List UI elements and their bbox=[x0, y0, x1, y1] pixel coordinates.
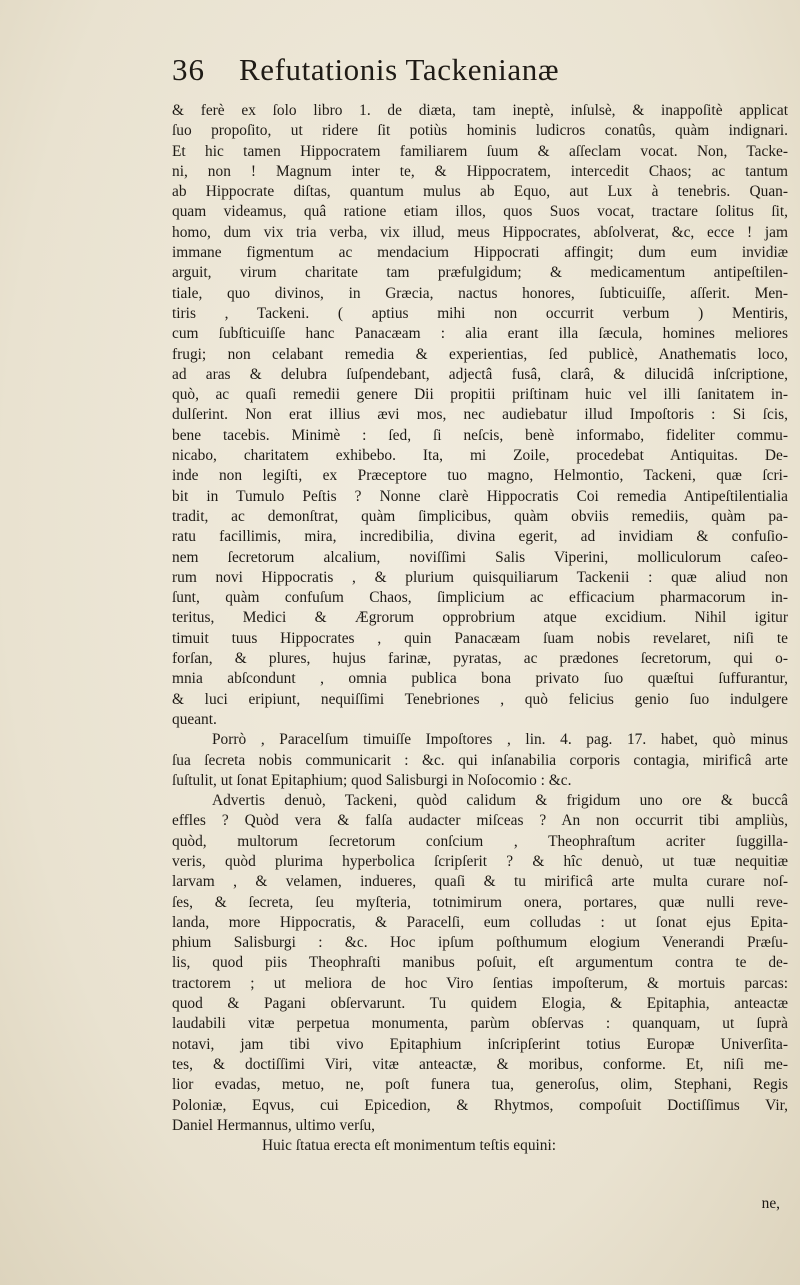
running-head: Refutationis Tackenianæ bbox=[239, 52, 560, 87]
body-text bbox=[172, 101, 788, 1156]
text-line: frugi; non celabant remedia & experientias, ſed publicè, Anathematis loco, bbox=[172, 345, 788, 363]
text-line: quòd, multorum ſecretorum conſcium , Theophraſtum acriter ſuggilla- bbox=[172, 832, 788, 850]
text-line: phium Salisburgi : &c. Hoc ipſum poſthumum elogium Venerandi Præſu- bbox=[172, 934, 788, 952]
text-line: veris, quòd plurima hyperbolica ſcripſerit ? & hîc denuò, ut tuæ nequitiæ bbox=[172, 852, 788, 870]
text-line: lior evadas, metuo, ne, poſt funera tua, generoſus, olim, Stephani, Regis bbox=[172, 1076, 788, 1094]
text-line: teritus, Medici & Ægrorum opprobrium atque excidium. Nihil igitur bbox=[172, 609, 788, 627]
text-line: bit in Tumulo Peſtis ? Nonne clarè Hippocratis Coi remedia Antipeſtilentialia bbox=[172, 487, 788, 505]
text-line: tractorem ; ut meliora de hoc Viro ſentias impoſterum, & mortuis parcas: bbox=[172, 974, 788, 992]
text-line: larvam , & velamen, indueres, quaſi & tu mirificâ arte multa curare noſ- bbox=[172, 873, 788, 891]
text-line: inde non legiſti, ex Præceptore tuo magno, Helmontio, Tackeni, quæ ſcri- bbox=[172, 467, 788, 485]
text-line: ſes, & ſecreta, ſeu myſteria, totnimirum onera, portares, quæ nulli reve- bbox=[172, 893, 788, 911]
text-line: cum ſubſticuiſſe hanc Panacæam : alia erant illa ſæcula, homines meliores bbox=[172, 325, 788, 343]
text-line: timuit tuus Hippocrates , quin Panacæam ſuam nobis revelaret, niſi te bbox=[172, 629, 788, 647]
text-line: ſuſtulit, ut ſonat Epitaphium; quod Salisburgi in Noſocomio : &c. bbox=[172, 771, 572, 789]
text-line: ſua ſecreta nobis communicarit : &c. qui inſanabilia corporis contagia, mirificâ arte bbox=[172, 751, 788, 769]
text-line: notavi, jam tibi vivo Epitaphium inſcripſerint totius Europæ Univerſita- bbox=[172, 1035, 788, 1053]
text-line: Advertis denuò, Tackeni, quòd calidum & frigidum uno ore & buccâ bbox=[212, 792, 788, 810]
text-line: ſuo propoſito, ut ridere ſit potiùs hominis ludicros conatûs, quàm indignari. bbox=[172, 122, 788, 140]
text-line: ad aras & delubra ſuſpendebant, adjectâ fusâ, clarâ, & dilucidâ inſcriptione, bbox=[172, 365, 788, 383]
text-line: tiris , Tackeni. ( aptius mihi non occurrit verbum ) Mentiris, bbox=[172, 304, 788, 322]
text-line: forſan, & plures, hujus farinæ, pyratas, ac prædones ſecretorum, qui o- bbox=[172, 650, 788, 668]
text-line: Et hic tamen Hippocratem familiarem ſuum & aſſeclam vocat. Non, Tacke- bbox=[172, 142, 788, 160]
text-line: nicabo, charitatem exhibebo. Ita, mi Zoile, procedebat Antiquitas. De- bbox=[172, 447, 788, 465]
text-line: & luci eripiunt, nequiſſimi Tenebriones , quò felicius genio ſuo indulgere bbox=[172, 690, 788, 708]
text-line: quò, ac quaſi remedii genere Dii propitii priſtinam huic vel illi ſanitatem in- bbox=[172, 386, 788, 404]
page-header bbox=[172, 52, 772, 100]
text-line: mnia abſcondunt , omnia publica bona privato ſuo quæſtui ſuffurantur, bbox=[172, 670, 788, 688]
text-line: tiale, quo divinos, in Græcia, nactus honores, ſubticuiſſe, aſſerit. Men- bbox=[172, 284, 788, 302]
text-line: dulſerint. Non erat illius ævi mos, nec audiebatur illud Impoſtoris : Si ſcis, bbox=[172, 406, 788, 424]
text-line: ni, non ! Magnum inter te, & Hippocratem, intercedit Chaos; ac tantum bbox=[172, 162, 788, 180]
text-line: rum novi Hippocratis , & plurium quisquiliarum Tackenii : quæ aliud non bbox=[172, 568, 788, 586]
text-line: ratu facillimis, mira, incredibilia, divina egerit, ad invidiam & confuſio- bbox=[172, 528, 788, 546]
text-line: laudabili vitæ perpetua monumenta, parùm obſervas : quanquam, ut ſuprà bbox=[172, 1015, 788, 1033]
catchword: ne, bbox=[761, 1195, 780, 1212]
text-line: arguit, virum charitate tam præfulgidum; & medicamentum antipeſtilen- bbox=[172, 264, 788, 282]
text-line: queant. bbox=[172, 710, 217, 728]
text-line: bene tacebis. Minimè : ſed, ſi neſcis, benè informabo, fideliter commu- bbox=[172, 426, 788, 444]
text-line: ſunt, quàm confuſum Chaos, ſimplicium ac efficacium pharmacorum in- bbox=[172, 589, 788, 607]
text-line: ab Hippocrate diſtas, quantum mulus ab Equo, aut Lux à tenebris. Quan- bbox=[172, 183, 788, 201]
text-line: homo, dum vix tria verba, vix illud, meus Hippocrates, abſolverat, &c, ecce ! jam bbox=[172, 223, 788, 241]
text-line: tradit, ac demonſtrat, quàm ſimplicibus, quàm obviis remediis, quàm pa- bbox=[172, 507, 788, 525]
text-line: quam videamus, quâ ratione etiam illos, quos Suos vocat, tractare ſolitus ſit, bbox=[172, 203, 788, 221]
text-line: Daniel Hermannus, ultimo verſu, bbox=[172, 1116, 376, 1134]
text-line: quod & Pagani obſervarunt. Tu quidem Elogia, & Epitaphia, anteactæ bbox=[172, 995, 788, 1013]
page-number: 36 bbox=[172, 52, 205, 87]
text-line: Poloniæ, Eqvus, cui Epicedion, & Rhytmos, compoſuit Doctiſſimus Vir, bbox=[172, 1096, 788, 1114]
text-line: immane figmentum ac mendacium Hippocrati affingit; dum eum invidiæ bbox=[172, 244, 788, 262]
text-line: nem ſecretorum alcalium, noviſſimi Salis Viperini, molliculorum caſeo- bbox=[172, 548, 788, 566]
text-line: Huic ſtatua erecta eſt monimentum teſtis equini: bbox=[262, 1137, 557, 1155]
text-line: effles ? Quòd vera & falſa audacter miſceas ? An non occurrit tibi ampliùs, bbox=[172, 812, 788, 830]
text-line: & ferè ex ſolo libro 1. de diæta, tam ineptè, inſulsè, & inappoſitè applicat bbox=[172, 102, 788, 119]
text-line: Porrò , Paracelſum timuiſſe Impoſtores , lin. 4. pag. 17. habet, quò minus bbox=[212, 731, 788, 749]
text-line: landa, more Hippocratis, & Paracelſi, eum colludas : ut ſonat ejus Epita- bbox=[172, 913, 788, 931]
text-line: tes, & doctiſſimi Viri, vitæ anteactæ, & moribus, conforme. Et, niſi me- bbox=[172, 1055, 788, 1073]
text-line: lis, quod piis Theophraſti manibus poſuit, eſt argumentum contra te de- bbox=[172, 954, 788, 972]
